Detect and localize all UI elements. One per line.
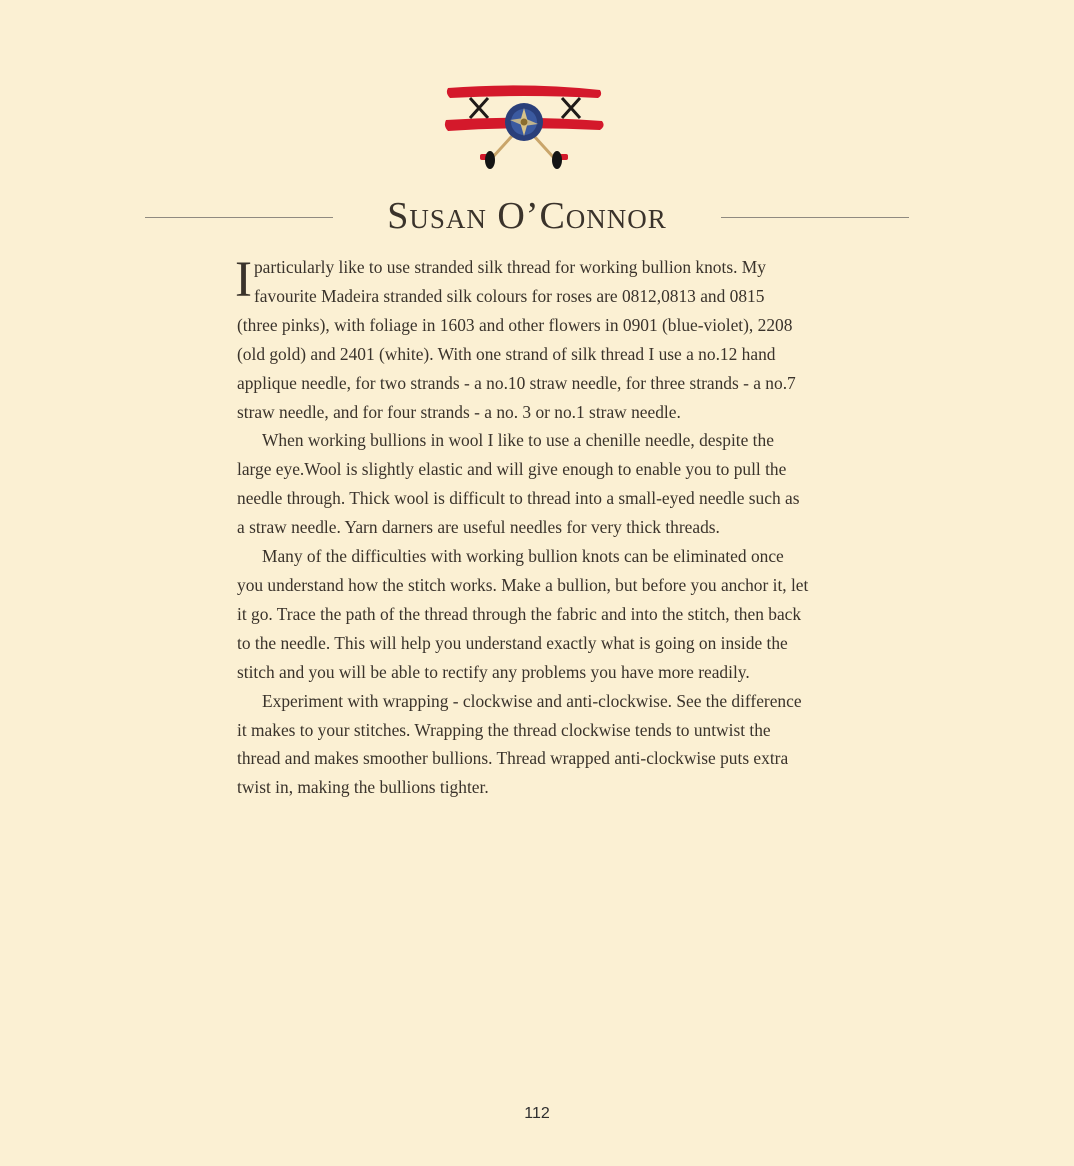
body-text <box>237 253 809 802</box>
heading-rule-right <box>721 217 909 218</box>
paragraph-3: Many of the difficulties with working bullion knots can be eliminated once you understand how the stitch works. Make a bullion, but before you anchor it, let it go. Trace the path of the thread through the fabric and into the stitch, then back to the needle. This will help you understand exactly what is going on inside the stitch and you will be able to rectify any problems you have more readily. <box>237 546 809 682</box>
paragraph-1 <box>237 253 809 426</box>
drop-cap: I <box>235 252 252 308</box>
paragraph-1-text: particularly like to use stranded silk thread for working bullion knots. My favourite Madeira stranded silk colours for roses are 0812,0813 and 0815 (three pinks), with foliage in 1603 and other flowers in 0901 (blue-violet), 2208 (old gold) and 2401 (white). With one strand of silk thread I use a no.12 hand applique needle, for two strands - a no.10 straw needle, for three strands - a no.7 straw needle, and for four strands - a no. 3 or no.1 straw needle. <box>237 257 796 422</box>
paragraph-4: Experiment with wrapping - clockwise and anti-clockwise. See the difference it makes to your stitches. Wrapping the thread clockwise tends to untwist the thread and makes smoother bullions. Thread wrapped anti-clockwise puts extra twist in, making the bullions tighter. <box>237 690 802 798</box>
biplane-illustration <box>440 78 610 173</box>
page-title: Susan O’Connor <box>387 195 667 237</box>
page-number: 112 <box>524 1105 550 1122</box>
paragraph-2: When working bullions in wool I like to use a chenille needle, despite the large eye.Wool is slightly elastic and will give enough to enable you to pull the needle through. Thick wool is difficult to thread into a small-eyed needle such as a straw needle. Yarn darners are useful needles for very thick threads. <box>237 430 800 538</box>
heading-row <box>145 190 909 246</box>
heading-rule-left <box>145 217 333 218</box>
